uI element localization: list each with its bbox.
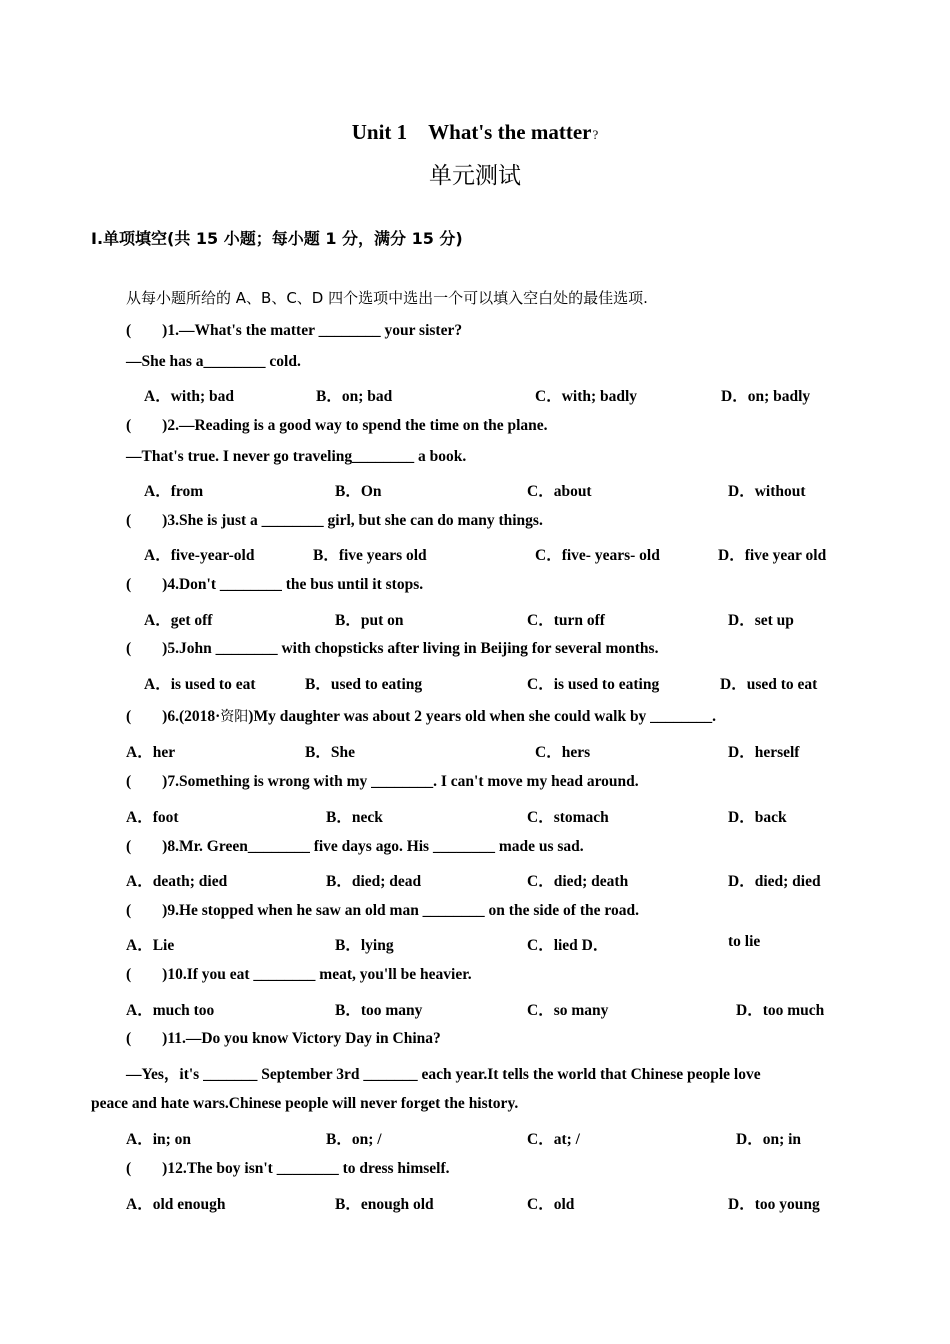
q3-option-c: C．five- years- old <box>535 547 660 564</box>
q11-option-b: B．on; / <box>326 1131 382 1148</box>
q8-option-d: D．died; died <box>728 873 821 890</box>
q1-option-a: A．with; bad <box>144 388 235 405</box>
q7-option-b: B．neck <box>326 809 383 826</box>
q3-option-b: B．five years old <box>313 547 427 564</box>
title-question-mark: ? <box>592 127 599 142</box>
q7-option-d: D．back <box>728 809 787 826</box>
question-12-stem: ( )12.The boy isn't ________ to dress himself. <box>126 1160 450 1177</box>
question-11-response-continued: peace and hate wars.Chinese people will never forget the history. <box>91 1095 519 1112</box>
q4-option-b: B．put on <box>335 612 404 629</box>
q6-stem-prefix: ( )6.(2018· <box>126 708 221 725</box>
q9-option-b: B．lying <box>335 937 394 954</box>
q10-option-a: A．much too <box>126 1002 215 1019</box>
question-10-stem: ( )10.If you eat ________ meat, you'll be heavier. <box>126 966 472 983</box>
page-title <box>0 116 950 146</box>
q7-option-c: C．stomach <box>527 809 609 826</box>
q12-option-c: C．old <box>527 1196 575 1213</box>
q4-option-d: D．set up <box>728 612 794 629</box>
q8-option-c: C．died; death <box>527 873 629 890</box>
q3-option-a: A．five-year-old <box>144 547 255 564</box>
q11-option-d: D．on; in <box>736 1131 802 1148</box>
question-11-response: —Yes，it's _______ September 3rd _______ each year.It tells the world that Chinese people love <box>126 1066 761 1083</box>
q1-option-d: D．on; badly <box>721 388 811 405</box>
question-5-stem: ( )5.John ________ with chopsticks after living in Beijing for several months. <box>126 640 659 657</box>
q5-option-b: B．used to eating <box>305 676 423 693</box>
question-7-stem: ( )7.Something is wrong with my ________. I can't move my head around. <box>126 773 639 790</box>
question-8-stem: ( )8.Mr. Green________ five days ago. His ________ made us sad. <box>126 838 584 855</box>
q2-option-c: C．about <box>527 483 592 500</box>
title-text: Unit 1 What's the matter <box>351 120 592 144</box>
q1-option-b: B．on; bad <box>316 388 393 405</box>
q5-option-c: C．is used to eating <box>527 676 660 693</box>
q11-option-c: C．at; / <box>527 1131 580 1148</box>
question-6-stem <box>126 706 716 726</box>
q6-stem-source: 资阳 <box>220 709 249 725</box>
q10-option-b: B．too many <box>335 1002 423 1019</box>
q6-option-b: B．She <box>305 744 355 761</box>
q8-option-a: A．death; died <box>126 873 228 890</box>
q10-option-d: D．too much <box>736 1002 825 1019</box>
q2-option-a: A．from <box>144 483 204 500</box>
q9-option-d: to lie <box>728 933 761 950</box>
q7-option-a: A．foot <box>126 809 179 826</box>
page-subtitle: 单元测试 <box>429 163 521 189</box>
q4-option-c: C．turn off <box>527 612 605 629</box>
section-instruction: 从每小题所给的 A、B、C、D 四个选项中选出一个可以填入空白处的最佳选项. <box>126 289 648 307</box>
question-1-response: —She has a________ cold. <box>126 353 301 370</box>
q6-stem-suffix: )My daughter was about 2 years old when she could walk by ________. <box>248 708 717 725</box>
question-9-stem: ( )9.He stopped when he saw an old man ________ on the side of the road. <box>126 902 639 919</box>
q6-option-a: A．her <box>126 744 176 761</box>
q5-option-d: D．used to eat <box>720 676 818 693</box>
q8-option-b: B．died; dead <box>326 873 422 890</box>
q4-option-a: A．get off <box>144 612 213 629</box>
question-4-stem: ( )4.Don't ________ the bus until it stops. <box>126 576 424 593</box>
q12-option-b: B．enough old <box>335 1196 434 1213</box>
q10-option-c: C．so many <box>527 1002 609 1019</box>
section-heading: I.单项填空(共 15 小题；每小题 1 分，满分 15 分) <box>91 229 463 248</box>
question-1-stem: ( )1.—What's the matter ________ your sister? <box>126 322 463 339</box>
q2-option-d: D．without <box>728 483 806 500</box>
question-3-stem: ( )3.She is just a ________ girl, but she can do many things. <box>126 512 543 529</box>
q11-option-a: A．in; on <box>126 1131 192 1148</box>
q6-option-c: C．hers <box>535 744 591 761</box>
q12-option-a: A．old enough <box>126 1196 226 1213</box>
q9-option-c: C．lied D． <box>527 937 609 954</box>
q3-option-d: D．five year old <box>718 547 827 564</box>
q6-option-d: D．herself <box>728 744 800 761</box>
q9-option-a: A．Lie <box>126 937 175 954</box>
q5-option-a: A．is used to eat <box>144 676 256 693</box>
q12-option-d: D．too young <box>728 1196 820 1213</box>
question-2-stem: ( )2.—Reading is a good way to spend the time on the plane. <box>126 417 548 434</box>
q2-option-b: B．On <box>335 483 382 500</box>
question-11-stem: ( )11.—Do you know Victory Day in China? <box>126 1030 441 1047</box>
q1-option-c: C．with; badly <box>535 388 638 405</box>
question-2-response: —That's true. I never go traveling________ a book. <box>126 448 467 465</box>
